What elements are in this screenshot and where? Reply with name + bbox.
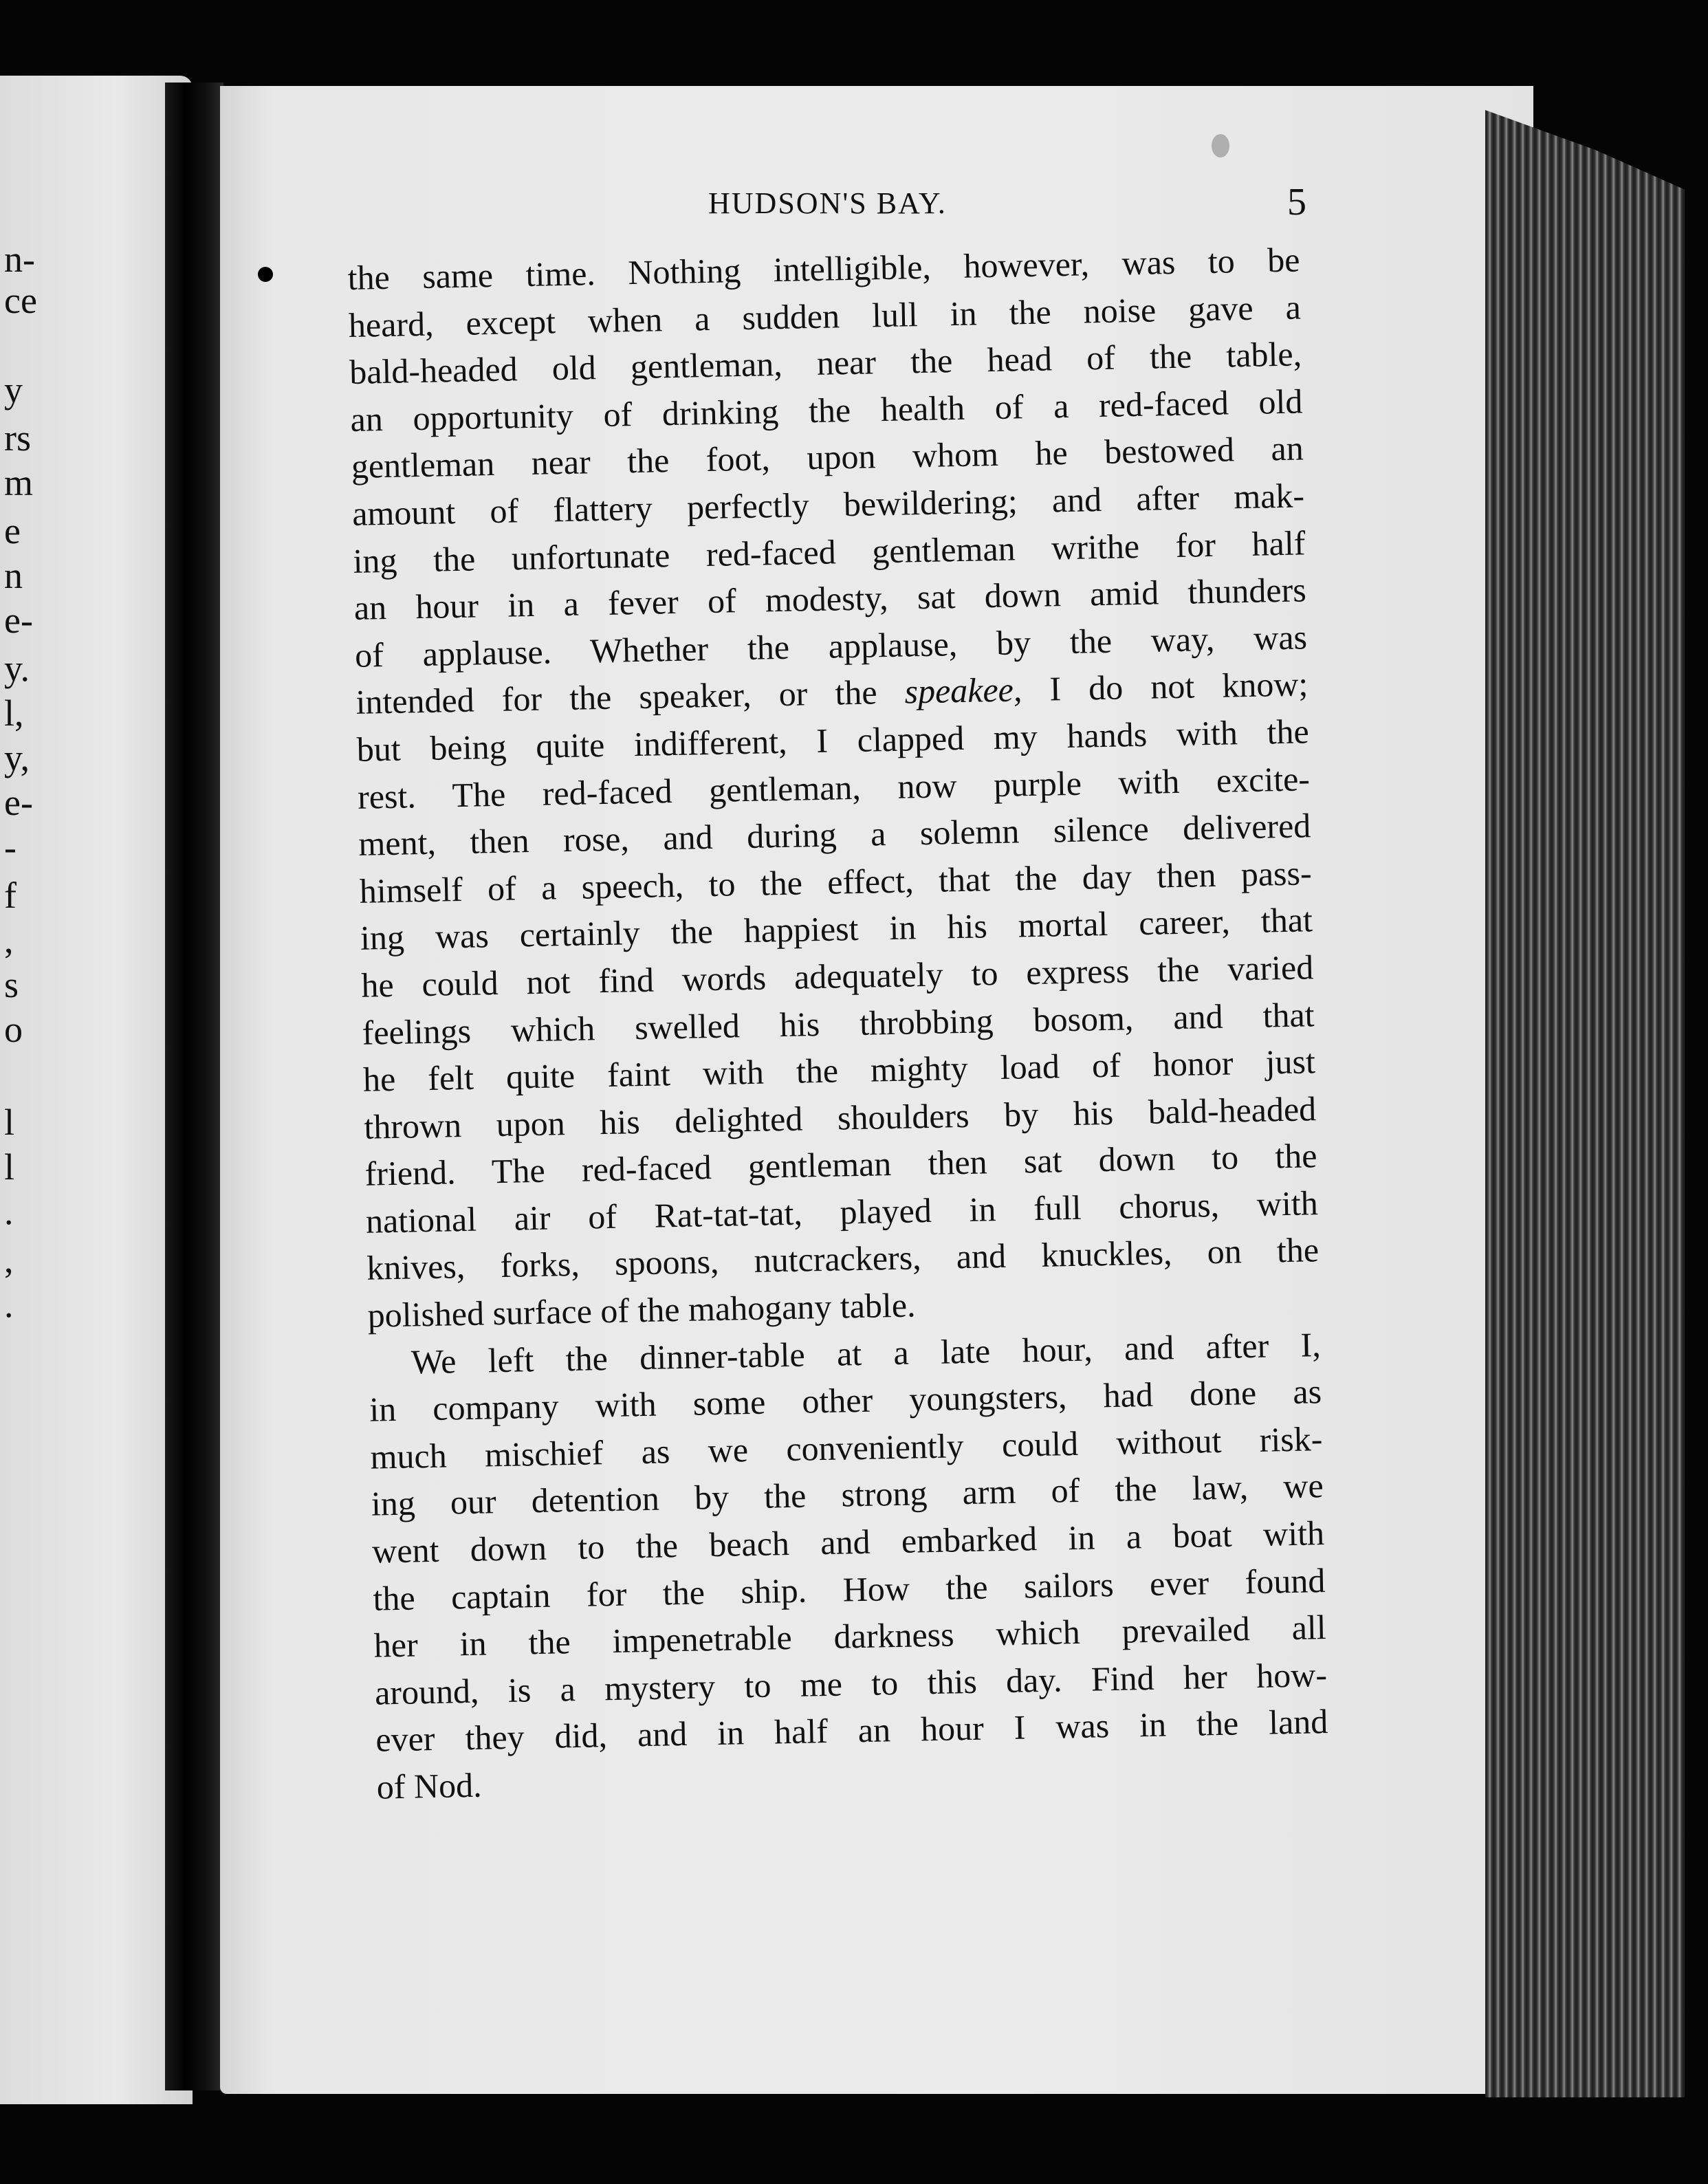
text-segment: I do not know; [1021,664,1309,709]
text-segment: amount of flattery perfectly bewildering; and after mak- [351,476,1305,533]
text-segment: but being quite indifferent, I clapped my hands with the [356,712,1310,769]
text-segment: an opportunity of drinking the health of a red-faced old [350,382,1303,439]
body-text [347,236,1329,1811]
text-segment: an hour in a fever of modesty, sat down amid thunders [353,570,1307,628]
ink-smudge [1212,134,1229,157]
text-segment: ing was certainly the happiest in his mortal career, that [360,900,1313,958]
facing-page-fragment: y [4,369,23,411]
facing-page-fragment: o [4,1009,23,1050]
text-segment: heard, except when a sudden lull in the noise gave a [348,287,1302,345]
text-segment: her in the impenetrable darkness which prevailed all [373,1608,1327,1665]
facing-page-fragment: e [4,510,21,552]
text-segment: intended for the speaker, or the [355,672,906,722]
facing-page-fragment: . [4,1284,14,1325]
facing-page-fragment: , [4,919,14,961]
text-segment: thrown upon his delighted shoulders by his bald-headed [363,1089,1317,1146]
text-segment: We left the dinner-table at a late hour, and after I, [410,1324,1322,1382]
text-segment: he could not find words adequately to express the varied [360,948,1314,1005]
text-segment: went down to the beach and embarked in a boat with [371,1514,1325,1571]
facing-page-fragment: l [4,1146,15,1188]
text-segment: the same time. Nothing intelligible, however, was to be [347,240,1300,297]
text-segment: ever they did, and in half an hour I was in the land [375,1702,1328,1760]
facing-page-text-fragments [4,76,52,2104]
text-segment: of Nod. [376,1765,483,1806]
facing-page-fragment: l, [4,692,24,734]
text-segment: the captain for the ship. How the sailors ever found [372,1560,1326,1618]
facing-page-fragment: l [4,1102,15,1143]
text-segment: himself of a speech, to the effect, that the day then pass- [359,853,1313,910]
text-segment: rest. The red-faced gentleman, now purple with excite- [357,758,1311,816]
facing-page-fragment: s [4,964,19,1005]
text-segment: ing our detention by the strong arm of the law, we [371,1466,1324,1524]
running-head: HUDSON'S BAY. [708,186,947,220]
text-segment: feelings which swelled his throbbing bosom, and that [362,994,1315,1052]
facing-page-fragment: e- [4,782,33,823]
facing-page-fragment: , [4,1239,14,1280]
text-segment: of applause. Whether the applause, by the way, was [354,618,1308,675]
facing-page-fragment: . [4,1191,14,1232]
binding-gutter [165,83,223,2090]
page-number: 5 [1287,181,1306,223]
facing-page-fragment: - [4,827,17,868]
paragraph [368,1321,1329,1811]
text-segment: knives, forks, spoons, nutcrackers, and knuckles, on the [366,1230,1320,1288]
italic-word: speakee, [904,670,1022,711]
text-segment: much mischief as we conveniently could without risk- [370,1419,1323,1476]
text-segment: polished surface of the mahogany table. [367,1285,916,1335]
text-segment: he felt quite faint with the mighty load of honor just [362,1042,1316,1099]
text-segment: ing the unfortunate red-faced gentleman writhe for half [353,523,1306,580]
text-segment: national air of Rat-tat-tat, played in full chorus, with [365,1183,1319,1241]
facing-page-fragment: n [4,555,23,596]
facing-page-left [0,76,193,2104]
text-segment: in company with some other youngsters, had done as [369,1372,1322,1429]
text-segment: bald-headed old gentleman, near the head of the table, [349,334,1302,392]
facing-page-fragment: y. [4,648,30,689]
text-segment: gentleman near the foot, upon whom he bestowed an [351,428,1304,486]
text-segment: friend. The red-faced gentleman then sat down to the [364,1136,1317,1194]
facing-page-fragment: rs [4,417,31,459]
facing-page-fragment: ce [4,280,37,321]
text-segment: ment, then rose, and during a solemn silence delivered [358,806,1311,863]
facing-page-fragment: n- [4,239,35,280]
ink-dot-mark [258,267,273,282]
page-edges [1485,110,1685,2097]
paragraph [347,236,1320,1339]
text-segment: around, is a mystery to me to this day. Find her how- [374,1655,1328,1712]
facing-page-fragment: f [4,875,17,916]
facing-page-fragment: e- [4,600,33,641]
facing-page-fragment: y, [4,737,30,778]
facing-page-fragment: m [4,462,34,503]
